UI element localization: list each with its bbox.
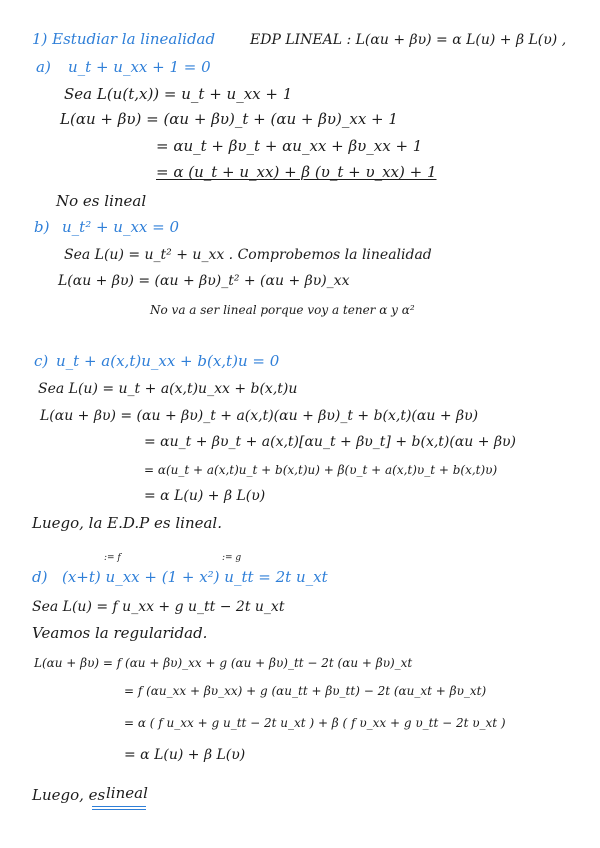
part-b-equation: u_t² + u_xx = 0 (62, 218, 180, 236)
part-c-label: c) (34, 352, 49, 370)
part-a-line-3: = αu_t + βυ_t + αu_xx + βυ_xx + 1 (156, 137, 423, 155)
part-a-line-2: L(αu + βυ) = (αu + βυ)_t + (αu + βυ)_xx + 1 (60, 110, 398, 128)
part-d-line-5: = α ( f u_xx + g u_tt − 2t u_xt ) + β ( f υ_xx + g υ_tt − 2t υ_xt ) (124, 716, 506, 730)
part-a-equation: u_t + u_xx + 1 = 0 (68, 58, 211, 76)
part-a-line-4: = α (u_t + u_xx) + β (υ_t + υ_xx) + 1 (156, 163, 437, 181)
part-b-line-1: Sea L(u) = u_t² + u_xx . Comprobemos la linealidad (64, 247, 432, 263)
part-d-conclusion-word: lineal (106, 784, 148, 802)
part-c-conclusion: Luego, la E.D.P es lineal. (32, 514, 222, 532)
part-a-label: a) (36, 58, 51, 76)
part-b-label: b) (34, 218, 50, 236)
part-d-conclusion-prefix: Luego, es (32, 786, 106, 804)
part-c-line-3: = αu_t + βυ_t + a(x,t)[αu_t + βυ_t] + b(x,t)(αu + βυ) (144, 434, 517, 450)
part-d-line-6: = α L(u) + β L(υ) (124, 747, 246, 763)
part-d-line-1: Sea L(u) = f u_xx + g u_tt − 2t u_xt (32, 599, 285, 615)
part-d-line-3: L(αu + βυ) = f (αu + βυ)_xx + g (αu + βυ)_tt − 2t (αu + βυ)_xt (34, 656, 413, 670)
part-c-equation: u_t + a(x,t)u_xx + b(x,t)u = 0 (56, 352, 280, 370)
part-a-line-1: Sea L(u(t,x)) = u_t + u_xx + 1 (64, 85, 293, 103)
part-d-line-2: Veamos la regularidad. (32, 624, 208, 642)
part-d-note-f: := f (104, 553, 121, 563)
part-a-conclusion: No es lineal (56, 192, 147, 210)
part-d-equation: (x+t) u_xx + (1 + x²) u_tt = 2t u_xt (62, 568, 328, 586)
part-d-note-g: := g (222, 553, 242, 563)
double-underline (92, 806, 146, 810)
part-b-line-2: L(αu + βυ) = (αu + βυ)_t² + (αu + βυ)_xx (58, 273, 350, 289)
part-d-label: d) (32, 568, 48, 586)
part-c-line-2: L(αu + βυ) = (αu + βυ)_t + a(x,t)(αu + βυ)_t + b(x,t)(αu + βυ) (40, 408, 479, 424)
part-b-line-3: No va a ser lineal porque voy a tener α y α² (150, 303, 415, 317)
part-d-line-4: = f (αu_xx + βυ_xx) + g (αu_tt + βυ_tt) − 2t (αu_xt + βυ_xt) (124, 684, 487, 698)
part-c-line-5: = α L(u) + β L(υ) (144, 488, 266, 504)
linearity-definition: EDP LINEAL : L(αu + βυ) = α L(u) + β L(υ) , (250, 32, 567, 48)
part-c-line-4: = α(u_t + a(x,t)u_t + b(x,t)u) + β(υ_t + a(x,t)υ_t + b(x,t)υ) (144, 463, 498, 477)
part-c-line-1: Sea L(u) = u_t + a(x,t)u_xx + b(x,t)u (38, 381, 298, 397)
exercise-title: 1) Estudiar la linealidad (32, 30, 216, 48)
